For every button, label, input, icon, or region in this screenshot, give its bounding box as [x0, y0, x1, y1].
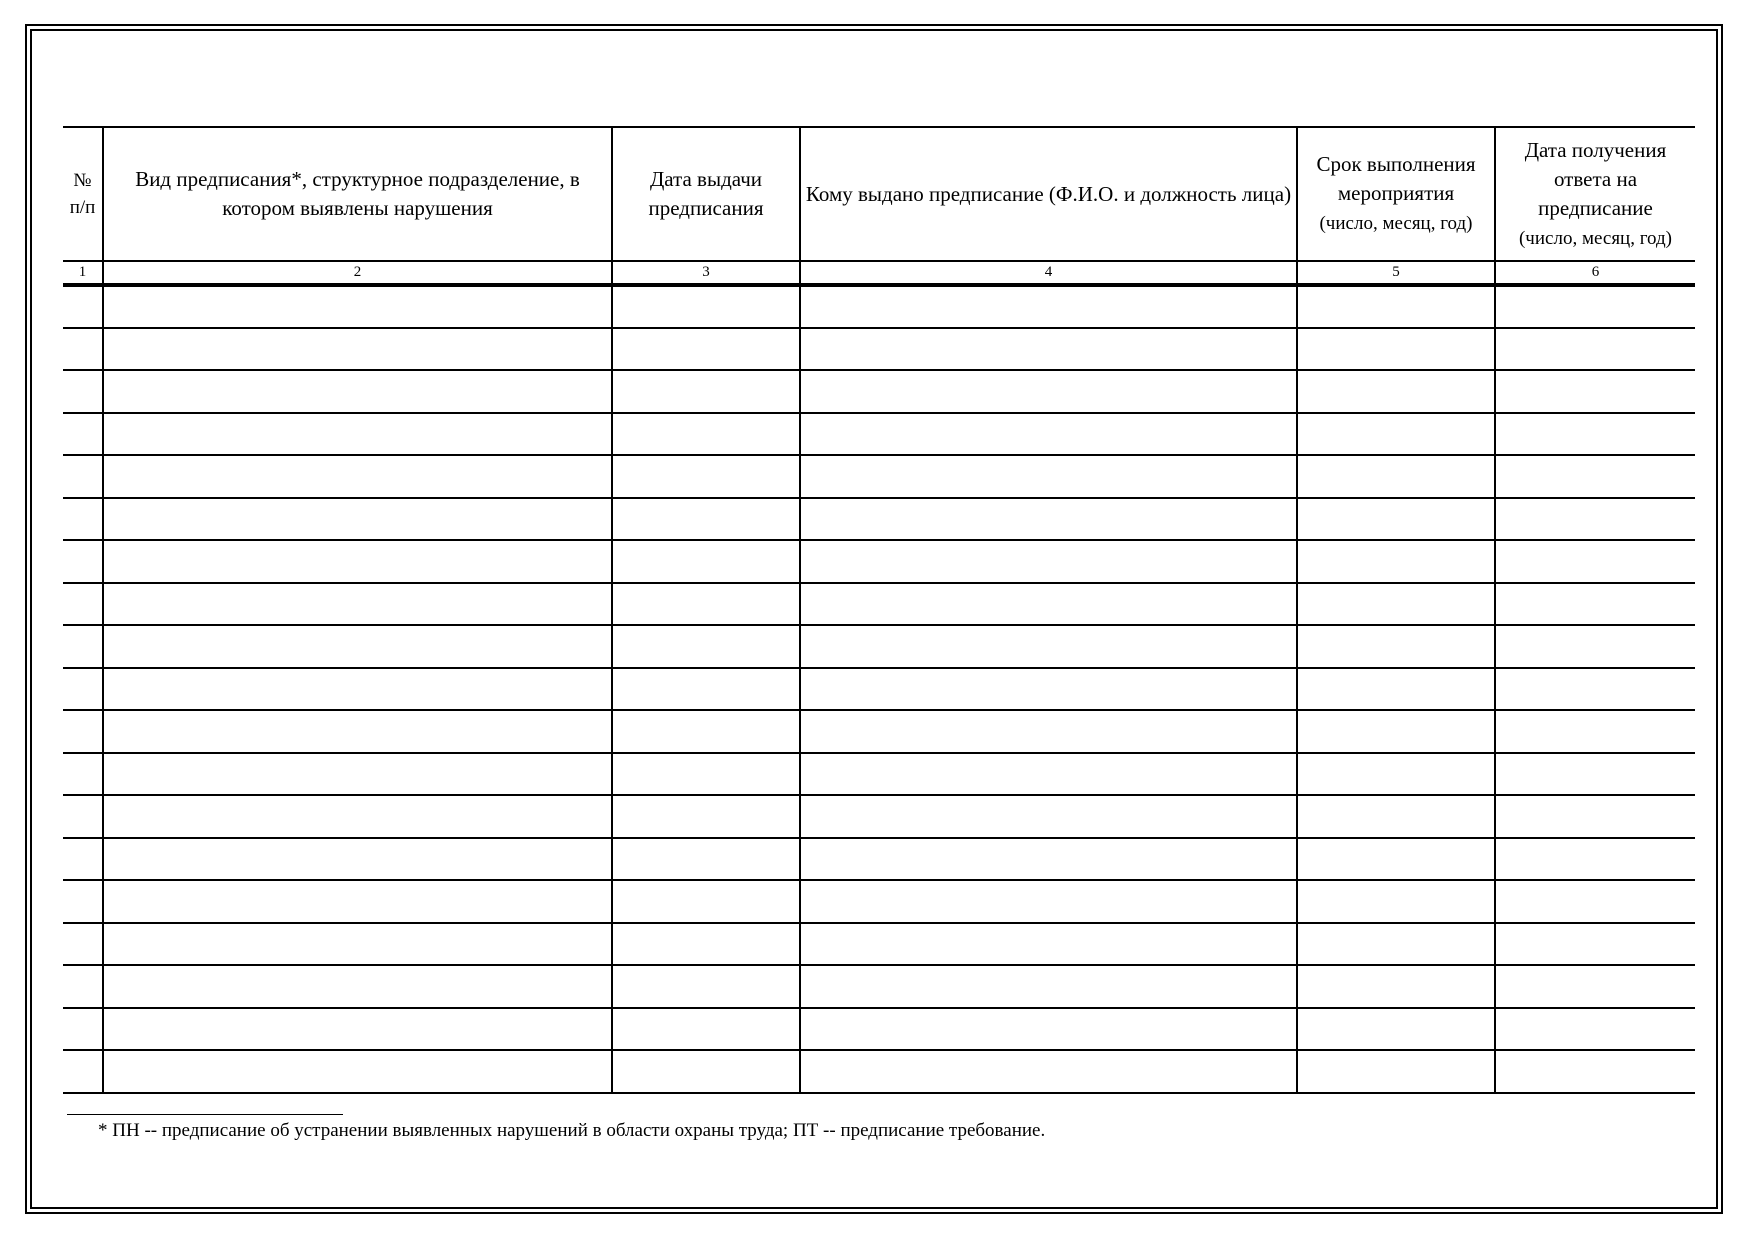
table-row: [63, 328, 1695, 371]
table-cell[interactable]: [63, 583, 103, 626]
table-cell[interactable]: [63, 328, 103, 371]
table-cell[interactable]: [800, 838, 1297, 881]
table-cell[interactable]: [612, 540, 800, 583]
table-cell[interactable]: [1495, 795, 1695, 838]
table-cell[interactable]: [103, 285, 612, 328]
table-cell[interactable]: [63, 710, 103, 753]
table-cell[interactable]: [63, 370, 103, 413]
table-cell[interactable]: [612, 370, 800, 413]
table-cell[interactable]: [103, 880, 612, 923]
table-cell[interactable]: [63, 923, 103, 966]
table-cell[interactable]: [1297, 668, 1495, 711]
table-cell[interactable]: [1297, 1050, 1495, 1093]
table-cell[interactable]: [612, 838, 800, 881]
table-cell[interactable]: [800, 795, 1297, 838]
table-cell[interactable]: [63, 498, 103, 541]
table-cell[interactable]: [1297, 923, 1495, 966]
table-row: [63, 1050, 1695, 1093]
table-cell[interactable]: [800, 413, 1297, 456]
column-number: 6: [1495, 261, 1695, 285]
table-cell[interactable]: [612, 285, 800, 328]
table-cell[interactable]: [800, 753, 1297, 796]
column-number-row: [63, 261, 1695, 285]
table-cell[interactable]: [800, 668, 1297, 711]
table-cell[interactable]: [1297, 880, 1495, 923]
table-cell[interactable]: [1297, 540, 1495, 583]
table-cell[interactable]: [1297, 413, 1495, 456]
table-cell[interactable]: [612, 880, 800, 923]
table-cell[interactable]: [63, 540, 103, 583]
table-cell[interactable]: [612, 965, 800, 1008]
table-cell[interactable]: [800, 710, 1297, 753]
table-cell[interactable]: [1297, 625, 1495, 668]
table-cell[interactable]: [1495, 965, 1695, 1008]
table-cell[interactable]: [63, 668, 103, 711]
table-cell[interactable]: [612, 1050, 800, 1093]
table-row: [63, 285, 1695, 328]
table-cell[interactable]: [103, 413, 612, 456]
table-row: [63, 795, 1695, 838]
table-cell[interactable]: [1495, 328, 1695, 371]
table-cell[interactable]: [1297, 1008, 1495, 1051]
table-cell[interactable]: [800, 285, 1297, 328]
table-row: [63, 965, 1695, 1008]
table-cell[interactable]: [103, 370, 612, 413]
table-cell[interactable]: [1297, 285, 1495, 328]
table-row: [63, 753, 1695, 796]
table-cell[interactable]: [1297, 498, 1495, 541]
table-row: [63, 455, 1695, 498]
table-cell[interactable]: [63, 965, 103, 1008]
table-cell[interactable]: [1297, 795, 1495, 838]
table-cell[interactable]: [103, 965, 612, 1008]
table-cell[interactable]: [103, 625, 612, 668]
table-cell[interactable]: [63, 838, 103, 881]
table-cell[interactable]: [1297, 370, 1495, 413]
table-cell[interactable]: [103, 455, 612, 498]
table-cell[interactable]: [1495, 838, 1695, 881]
table-cell[interactable]: [63, 1008, 103, 1051]
table-cell[interactable]: [1297, 838, 1495, 881]
table-cell[interactable]: [1297, 455, 1495, 498]
table-cell[interactable]: [800, 498, 1297, 541]
table-row: [63, 625, 1695, 668]
table-cell[interactable]: [612, 625, 800, 668]
table-cell[interactable]: [800, 923, 1297, 966]
table-cell[interactable]: [1297, 583, 1495, 626]
table-cell[interactable]: [800, 328, 1297, 371]
header-row: [63, 127, 1695, 261]
table-cell[interactable]: [1495, 285, 1695, 328]
table-cell[interactable]: [1297, 753, 1495, 796]
table-row: [63, 370, 1695, 413]
header-deadline-note: (число, месяц, год): [1319, 213, 1473, 234]
table-row: [63, 668, 1695, 711]
table-cell[interactable]: [1297, 328, 1495, 371]
footnote: * ПН -- предписание об устранении выявленных нарушений в области охраны труда; ПТ -- предписание требование.: [98, 1120, 1046, 1141]
header-number: № п/п: [63, 127, 103, 261]
table-cell[interactable]: [1495, 625, 1695, 668]
table-cell[interactable]: [612, 498, 800, 541]
table-cell[interactable]: [63, 1050, 103, 1093]
table-cell[interactable]: [1495, 880, 1695, 923]
table-cell[interactable]: [63, 753, 103, 796]
table-cell[interactable]: [63, 455, 103, 498]
table-cell[interactable]: [1495, 583, 1695, 626]
column-number: 2: [103, 261, 612, 285]
table-body: [63, 285, 1695, 1093]
table-cell[interactable]: [103, 668, 612, 711]
table-cell[interactable]: [103, 498, 612, 541]
table-cell[interactable]: [800, 1050, 1297, 1093]
table-row: [63, 583, 1695, 626]
table-cell[interactable]: [612, 413, 800, 456]
table-cell[interactable]: [612, 668, 800, 711]
table-cell[interactable]: [800, 455, 1297, 498]
table-cell[interactable]: [103, 923, 612, 966]
table-cell[interactable]: [63, 880, 103, 923]
header-deadline: Срок выполнения мероприятия (число, месяц, год): [1297, 127, 1495, 261]
table-cell[interactable]: [800, 965, 1297, 1008]
header-response-date: Дата получения ответа на предписание (число, месяц, год): [1495, 127, 1695, 261]
table-row: [63, 880, 1695, 923]
table-cell[interactable]: [1495, 498, 1695, 541]
table-cell[interactable]: [1495, 1050, 1695, 1093]
table-cell[interactable]: [103, 710, 612, 753]
table-cell[interactable]: [1297, 710, 1495, 753]
table-cell[interactable]: [612, 753, 800, 796]
table-cell[interactable]: [103, 838, 612, 881]
table-cell[interactable]: [612, 710, 800, 753]
column-number: 4: [800, 261, 1297, 285]
table-cell[interactable]: [1495, 455, 1695, 498]
table-row: [63, 838, 1695, 881]
table-cell[interactable]: [800, 880, 1297, 923]
table-cell[interactable]: [612, 923, 800, 966]
table-cell[interactable]: [612, 455, 800, 498]
table-cell[interactable]: [1495, 753, 1695, 796]
table-cell[interactable]: [612, 795, 800, 838]
table-cell[interactable]: [1495, 540, 1695, 583]
register-table: [63, 126, 1695, 1094]
table-cell[interactable]: [103, 328, 612, 371]
table-cell[interactable]: [612, 328, 800, 371]
table-cell[interactable]: [1495, 710, 1695, 753]
header-order-type: Вид предписания*, структурное подразделение, в котором выявлены нарушения: [103, 127, 612, 261]
table-row: [63, 1008, 1695, 1051]
table-cell[interactable]: [612, 583, 800, 626]
table-cell[interactable]: [103, 540, 612, 583]
table-cell[interactable]: [612, 1008, 800, 1051]
table-cell[interactable]: [800, 540, 1297, 583]
table-cell[interactable]: [1297, 965, 1495, 1008]
table-cell[interactable]: [800, 583, 1297, 626]
table-cell[interactable]: [1495, 668, 1695, 711]
column-number: 1: [63, 261, 103, 285]
table-cell[interactable]: [800, 370, 1297, 413]
table-cell[interactable]: [800, 1008, 1297, 1051]
table-cell[interactable]: [103, 795, 612, 838]
footnote-separator: [67, 1114, 343, 1115]
table-cell[interactable]: [103, 1008, 612, 1051]
table-row: [63, 498, 1695, 541]
header-response-date-note: (число, месяц, год): [1518, 227, 1672, 249]
table-cell[interactable]: [1495, 923, 1695, 966]
table-cell[interactable]: [63, 413, 103, 456]
table-cell[interactable]: [103, 1050, 612, 1093]
table-cell[interactable]: [63, 625, 103, 668]
table-cell[interactable]: [800, 625, 1297, 668]
column-number: 3: [612, 261, 800, 285]
header-issued-to: Кому выдано предписание (Ф.И.О. и должность лица): [800, 127, 1297, 261]
header-issue-date: Дата выдачи предписания: [612, 127, 800, 261]
table-cell[interactable]: [63, 285, 103, 328]
table-row: [63, 540, 1695, 583]
table-row: [63, 413, 1695, 456]
table-cell[interactable]: [1495, 370, 1695, 413]
table-cell[interactable]: [63, 795, 103, 838]
table-cell[interactable]: [103, 753, 612, 796]
table-row: [63, 710, 1695, 753]
column-number: 5: [1297, 261, 1495, 285]
table-cell[interactable]: [103, 583, 612, 626]
table-row: [63, 923, 1695, 966]
table-cell[interactable]: [1495, 1008, 1695, 1051]
table-cell[interactable]: [1495, 413, 1695, 456]
